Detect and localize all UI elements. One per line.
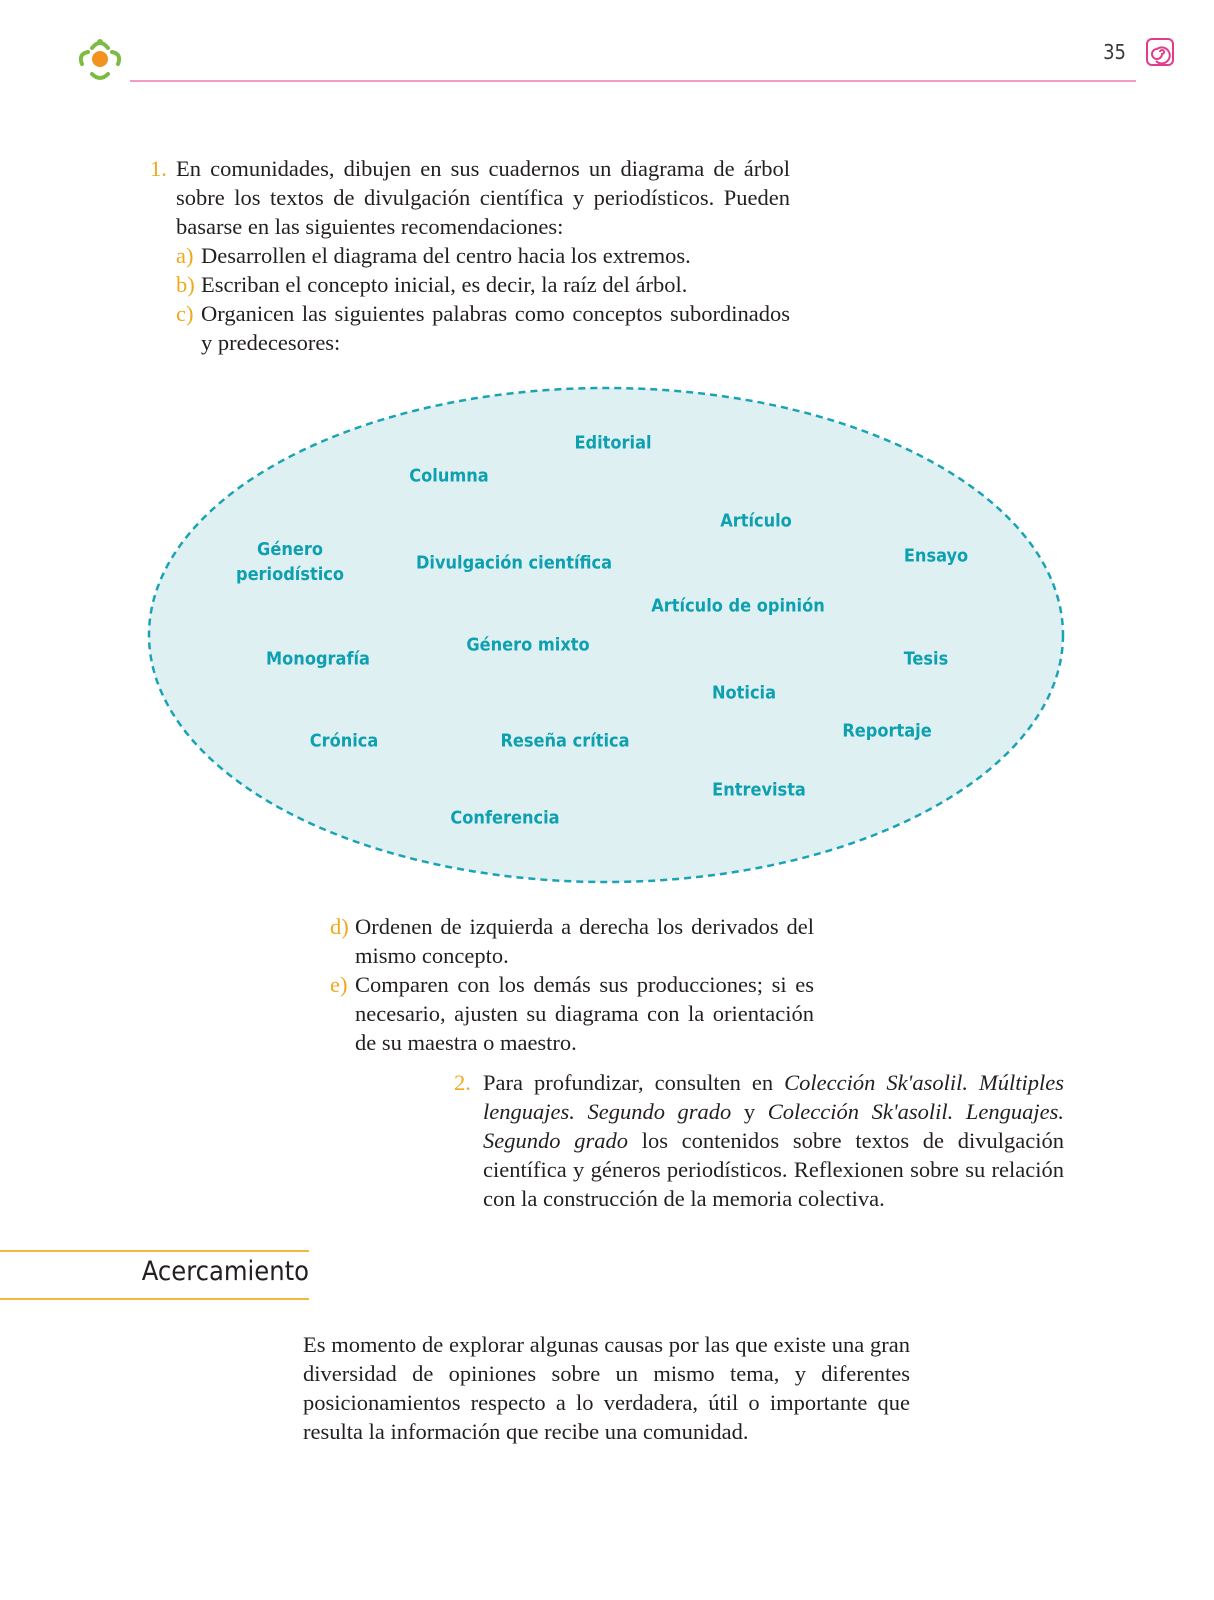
concept-line: periodístico [235, 564, 345, 585]
concept-entrevista: Entrevista [712, 779, 806, 801]
concept-articulo: Artículo [720, 510, 792, 532]
header-divider [130, 80, 1136, 82]
concept-noticia: Noticia [711, 682, 777, 704]
concept-resena-critica: Reseña crítica [500, 730, 630, 752]
concept-divulgacion-cientifica: Divulgación científica [415, 552, 613, 574]
closing-paragraph: Es momento de explorar algunas causas por las que existe una gran diversidad de opiniones sobre un mismo tema, y diferentes posicionamientos respecto a lo verdadera, útil o importante que resulta la información que recibe una comunidad. [303, 1332, 910, 1444]
book-title: Colección Sk'asolil. Múltiples lenguajes. Segundo grado [483, 1070, 1064, 1124]
concept-line: Género [257, 539, 323, 560]
list-item [176, 299, 790, 357]
concept-reportaje: Reportaje [842, 720, 932, 742]
concept-genero-mixto: Género mixto [466, 634, 590, 656]
section-rule-top [0, 1250, 309, 1252]
text-run: los contenidos sobre textos de divulgación científica y géneros periodísticos. Reflexionen sobre su relación con la construcción de la memoria colectiva. [483, 1128, 1064, 1211]
concept-monografia: Monografía [266, 648, 370, 670]
list-item [176, 241, 790, 270]
section-rule-bottom [0, 1298, 309, 1300]
concept-editorial: Editorial [574, 432, 652, 454]
list-item [330, 970, 814, 1057]
list-item [330, 912, 814, 970]
concept-ensayo: Ensayo [903, 545, 969, 567]
book-title: Colección Sk'asolil. Lenguajes. Segundo grado [483, 1099, 1064, 1153]
logo-icon [74, 34, 126, 84]
item-text: Ordenen de izquierda a derecha los derivados del mismo concepto. [355, 914, 814, 968]
concept-articulo-de-opinion: Artículo de opinión [651, 595, 825, 617]
concept-genero-periodistico [236, 537, 344, 587]
exercise-1-continued [330, 912, 814, 1057]
item-text: Escriban el concepto inicial, es decir, la raíz del árbol. [201, 272, 688, 297]
concept-cronica: Crónica [309, 730, 379, 752]
concepts-ellipse [146, 385, 1066, 885]
item-text: Organicen las siguientes palabras como conceptos subordinados y predecesores: [201, 301, 790, 355]
exercise-2-text [483, 1068, 1064, 1213]
item-text: Desarrollen el diagrama del centro hacia los extremos. [201, 243, 691, 268]
item-marker: d) [330, 914, 349, 939]
concept-tesis: Tesis [903, 648, 949, 670]
exercise-1-number: 1. [150, 156, 167, 181]
exercise-2-number: 2. [454, 1070, 471, 1095]
item-marker: e) [330, 972, 348, 997]
text-run: y [731, 1099, 768, 1124]
item-marker: a) [176, 243, 194, 268]
section-title: Acercamiento [141, 1256, 309, 1287]
item-marker: c) [176, 301, 194, 326]
exercise-1-text: En comunidades, dibujen en sus cuadernos un diagrama de árbol sobre los textos de divulgación científica y periodísticos. Pueden basarse en las siguientes recomendaciones: [176, 156, 790, 239]
spiral-ornament-icon [1146, 38, 1174, 66]
page-number: 35 [1103, 40, 1126, 64]
concept-conferencia: Conferencia [450, 807, 560, 829]
exercise-1 [150, 154, 790, 357]
text-run: Para profundizar, consulten en [483, 1070, 785, 1095]
concept-columna: Columna [409, 465, 489, 487]
item-text: Comparen con los demás sus producciones; si es necesario, ajusten su diagrama con la orientación de su maestra o maestro. [355, 972, 814, 1055]
item-marker: b) [176, 272, 195, 297]
list-item [176, 270, 790, 299]
exercise-2 [454, 1068, 1064, 1213]
